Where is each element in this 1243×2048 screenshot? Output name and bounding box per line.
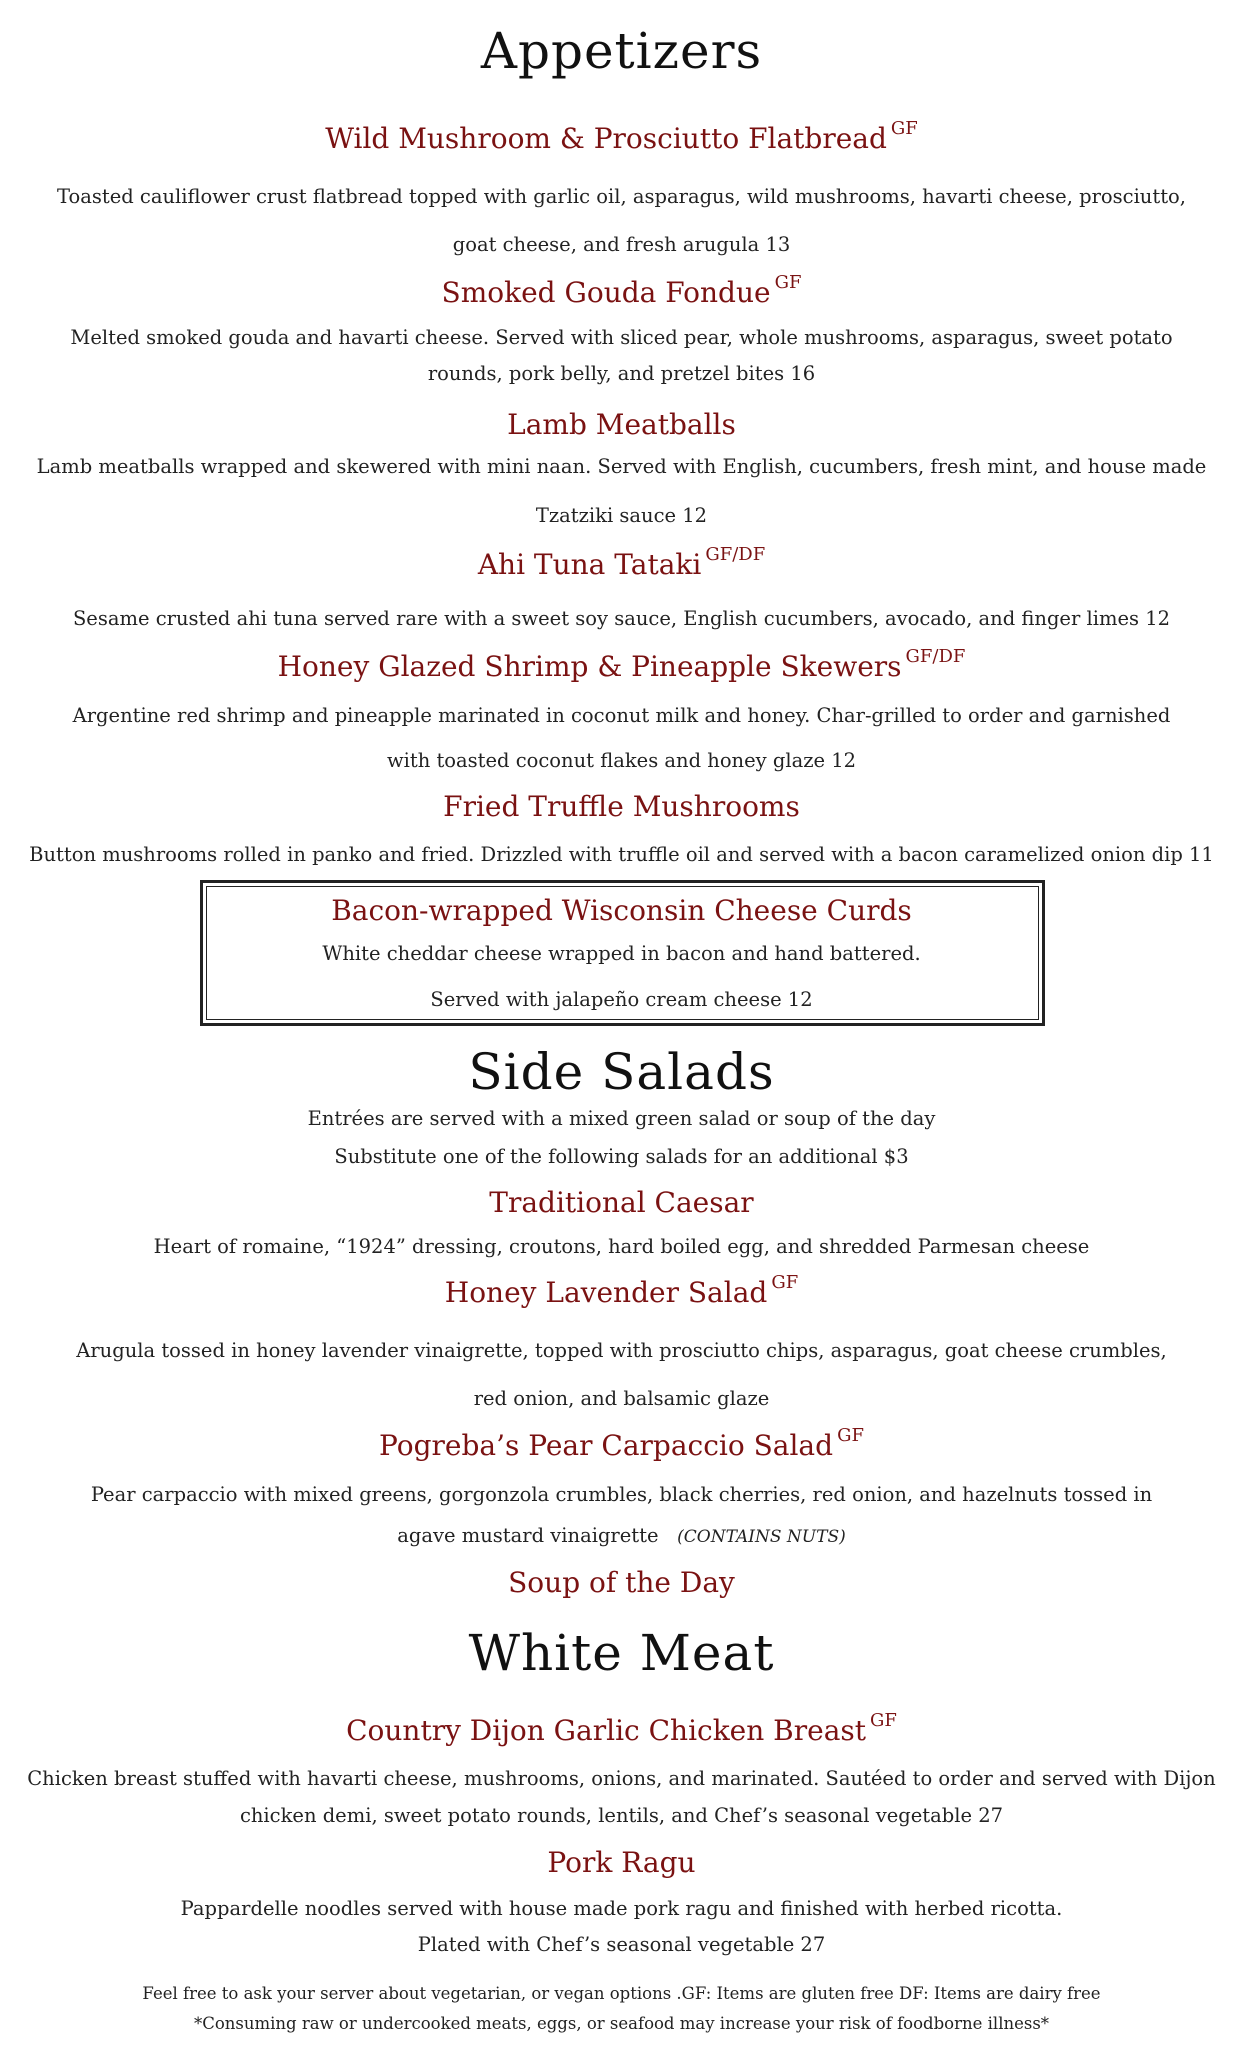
footer-consumer-advisory: *Consuming raw or undercooked meats, eggs, or seafood may increase your risk of foodborne illness* (193, 2014, 1050, 2033)
menu-item-title: Wild Mushroom & Prosciutto Flatbread $^{GF}$ (325, 118, 918, 155)
menu-item-title: Traditional Caesar (489, 1186, 754, 1219)
menu-item-description: Served with jalapeño cream cheese 12 (430, 988, 813, 1011)
menu-item-description: chicken demi, sweet potato rounds, lentils, and Chef’s seasonal vegetable 27 (239, 1804, 1004, 1827)
diet-tag: GF (837, 1425, 864, 1446)
menu-item-description: Pear carpaccio with mixed greens, gorgonzola crumbles, black cherries, red onion, and hazelnuts tossed in (90, 1483, 1153, 1506)
section-intro: Substitute one of the following salads for an additional $3 (334, 1145, 909, 1168)
diet-tag: GF (870, 1710, 897, 1731)
allergen-note: (CONTAINS NUTS) (677, 1527, 846, 1547)
menu-item-description: Sesame crusted ahi tuna served rare with a sweet soy sauce, English cucumbers, avocado, and finger limes 12 (72, 607, 1171, 630)
menu-item-description: Tzatziki sauce 12 (535, 504, 708, 527)
menu-item-description: with toasted coconut flakes and honey glaze 12 (386, 749, 857, 772)
diet-tag: GF (890, 118, 918, 139)
section-intro: Entrées are served with a mixed green salad or soup of the day (307, 1107, 936, 1130)
menu-item-description: Toasted cauliflower crust flatbread topped with garlic oil, asparagus, wild mushrooms, havarti cheese, prosciutto, (57, 185, 1186, 208)
menu-item-description: goat cheese, and fresh arugula 13 (452, 233, 791, 256)
menu-item-description: Arugula tossed in honey lavender vinaigrette, topped with prosciutto chips, asparagus, goat cheese crumbles, (76, 1339, 1167, 1362)
featured-item-title: Bacon-wrapped Wisconsin Cheese Curds (331, 894, 912, 927)
appetizers-heading: Appetizers (480, 22, 763, 80)
menu-item-title: Country Dijon Garlic Chicken Breast $^{GF}$ (346, 1710, 897, 1747)
menu-item-title: Fried Truffle Mushrooms (443, 790, 800, 823)
menu-item-title: Pogreba’s Pear Carpaccio Salad $^{GF}$ (379, 1425, 864, 1462)
menu-item-description: Button mushrooms rolled in panko and fried. Drizzled with truffle oil and served with a bacon caramelized onion dip 11 (29, 843, 1214, 866)
menu-item-description: Melted smoked gouda and havarti cheese. Served with sliced pear, whole mushrooms, asparagus, sweet potato (70, 326, 1173, 349)
menu-item-description: White cheddar cheese wrapped in bacon and hand battered. (322, 942, 921, 965)
diet-tag: GF (771, 1272, 799, 1293)
menu-item-description: Plated with Chef’s seasonal vegetable 27 (417, 1933, 826, 1956)
diet-tag: GF/DF (705, 544, 766, 565)
diet-tag: GF/DF (905, 646, 966, 667)
menu-item-description: red onion, and balsamic glaze (473, 1387, 770, 1410)
diet-tag: GF (774, 272, 802, 293)
menu-item-description: Pappardelle noodles served with house made pork ragu and finished with herbed ricotta. (180, 1897, 1063, 1920)
menu-item-description: agave mustard vinaigrette (CONTAINS NUTS) (397, 1524, 846, 1547)
menu-item-title: Pork Ragu (547, 1846, 696, 1879)
white-meat-heading: White Meat (468, 1624, 775, 1682)
menu-item-title: Smoked Gouda Fondue $^{GF}$ (441, 272, 802, 309)
menu-item-title: Soup of the Day (508, 1566, 735, 1599)
menu-item-description: rounds, pork belly, and pretzel bites 16 (427, 362, 816, 385)
menu-item-title: Lamb Meatballs (507, 408, 736, 441)
footer-dietary-note: Feel free to ask your server about vegetarian, or vegan options .GF: Items are gluten free DF: Items are dairy free (142, 1984, 1101, 2003)
menu-item-description: Heart of romaine, “1924” dressing, croutons, hard boiled egg, and shredded Parmesan cheese (153, 1235, 1090, 1258)
menu-item-title: Honey Glazed Shrimp & Pineapple Skewers $^{GF/DF}$ (277, 646, 966, 683)
menu-item-title: Ahi Tuna Tataki $^{GF/DF}$ (477, 544, 766, 581)
menu-item-title: Honey Lavender Salad $^{GF}$ (444, 1272, 799, 1309)
menu-item-description: Argentine red shrimp and pineapple marinated in coconut milk and honey. Char-grilled to order and garnished (72, 704, 1171, 727)
menu-item-description: Lamb meatballs wrapped and skewered with mini naan. Served with English, cucumbers, fresh mint, and house made (36, 455, 1207, 478)
menu-item-description: Chicken breast stuffed with havarti cheese, mushrooms, onions, and marinated. Sautéed to order and served with Dijon (27, 1767, 1216, 1790)
side-salads-heading: Side Salads (468, 1043, 775, 1101)
